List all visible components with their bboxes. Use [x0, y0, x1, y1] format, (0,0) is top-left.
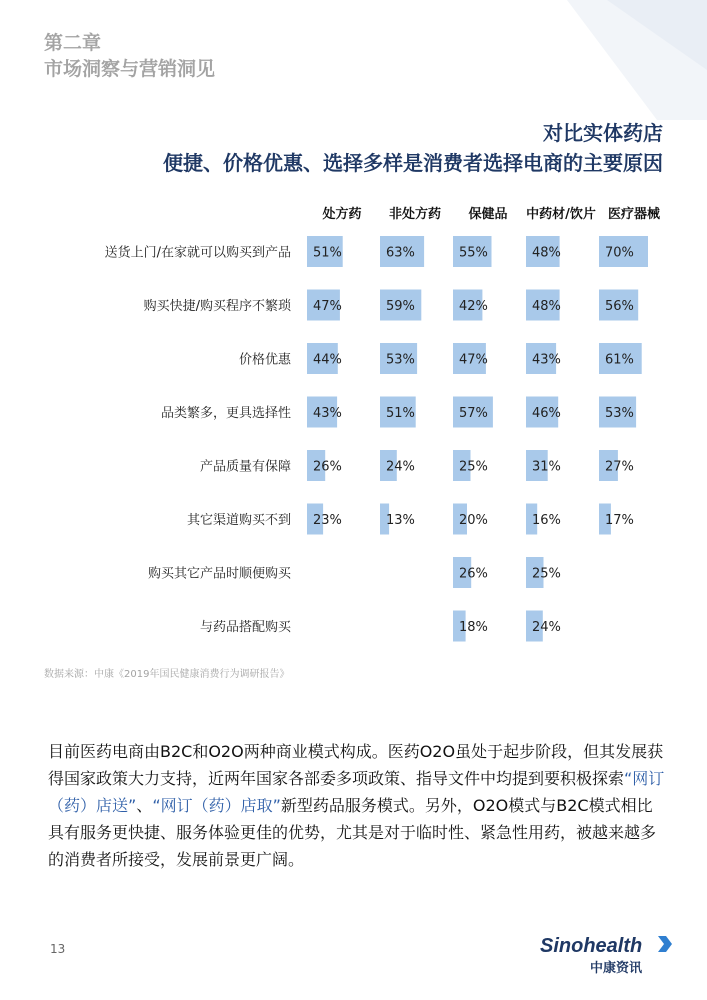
data-label: 27% — [605, 459, 634, 475]
body-text-part2: 新型药品服务模式。另外，O2O模式与B2C模式相比具有服务更快捷、服务体验更佳的优势，尤其是对于临时性、紧急性用药，被越来越多的消费者所接受，发展前景更广阔。 — [48, 796, 657, 869]
data-label: 20% — [459, 513, 488, 528]
row-label: 与药品搭配购买 — [199, 620, 291, 635]
body-text-part1: 目前医药电商由B2C和O2O两种商业模式构成。医药O2O虽处于起步阶段，但其发展获得国家政策大力支持，近两年国家各部委多项政策、指导文件中均提到要积极探索 — [48, 742, 664, 788]
data-label: 57% — [459, 406, 488, 421]
data-label: 24% — [532, 620, 561, 635]
chart-heading — [163, 118, 663, 178]
data-label: 26% — [459, 566, 488, 582]
data-label: 13% — [386, 513, 415, 528]
chart-title: 对比实体药店 — [543, 121, 663, 145]
data-label: 55% — [459, 245, 488, 261]
data-label: 25% — [459, 459, 488, 475]
data-label: 63% — [386, 245, 415, 261]
data-label: 47% — [313, 299, 342, 314]
body-paragraph — [48, 738, 668, 873]
data-label: 59% — [386, 299, 415, 314]
logo-arrow-icon — [658, 936, 672, 952]
logo-chinese: 中康资讯 — [590, 961, 643, 976]
row-label: 产品质量有保障 — [199, 459, 291, 475]
data-label: 48% — [532, 245, 561, 261]
data-label: 56% — [605, 299, 634, 314]
data-label: 47% — [459, 352, 488, 368]
body-separator: 、 — [136, 796, 153, 815]
data-label: 23% — [313, 513, 342, 528]
row-label: 品类繁多，更具选择性 — [160, 406, 291, 421]
data-label: 51% — [386, 406, 415, 421]
data-label: 25% — [532, 566, 561, 582]
data-label: 53% — [605, 406, 634, 421]
body-highlight-2: “网订（药）店取” — [152, 796, 281, 815]
row-label: 其它渠道购买不到 — [186, 513, 291, 528]
data-label: 17% — [605, 513, 634, 528]
data-label: 53% — [386, 352, 415, 368]
chapter-heading — [44, 30, 215, 82]
data-label: 42% — [459, 299, 488, 314]
data-label: 61% — [605, 352, 634, 368]
row-label: 送货上门/在家就可以购买到产品 — [104, 245, 291, 261]
row-label: 购买其它产品时顺便购买 — [147, 566, 291, 582]
data-label: 43% — [532, 352, 561, 368]
reason-comparison-chart — [0, 190, 707, 660]
data-label: 43% — [313, 406, 342, 421]
corner-decoration — [507, 0, 707, 120]
row-label: 价格优惠 — [238, 352, 291, 368]
data-label: 46% — [532, 406, 561, 421]
data-label: 70% — [605, 245, 634, 261]
column-header: 非处方药 — [388, 207, 442, 222]
data-label: 44% — [313, 352, 342, 368]
column-header: 处方药 — [322, 207, 362, 222]
chapter-number: 第二章 — [44, 32, 102, 54]
page-number: 13 — [50, 942, 66, 956]
data-label: 51% — [313, 245, 342, 261]
column-header: 医疗器械 — [607, 207, 661, 222]
row-label: 购买快捷/购买程序不繁琐 — [143, 299, 291, 314]
data-label: 18% — [459, 620, 488, 635]
data-label: 24% — [386, 459, 415, 475]
data-label: 31% — [532, 459, 561, 475]
chapter-title: 市场洞察与营销洞见 — [44, 58, 216, 80]
data-label: 26% — [313, 459, 342, 475]
sinohealth-logo — [540, 930, 680, 980]
chart-subtitle: 便捷、价格优惠、选择多样是消费者选择电商的主要原因 — [163, 151, 663, 175]
column-header: 中药材/饮片 — [526, 207, 596, 222]
data-label: 48% — [532, 299, 561, 314]
logo-english: Sinohealth — [540, 935, 643, 957]
column-header: 保健品 — [468, 207, 508, 222]
body-highlight-1: “网订（药）店送” — [48, 769, 665, 815]
data-source: 数据来源：中康《2019年国民健康消费行为调研报告》 — [44, 669, 290, 680]
data-label: 16% — [532, 513, 561, 528]
